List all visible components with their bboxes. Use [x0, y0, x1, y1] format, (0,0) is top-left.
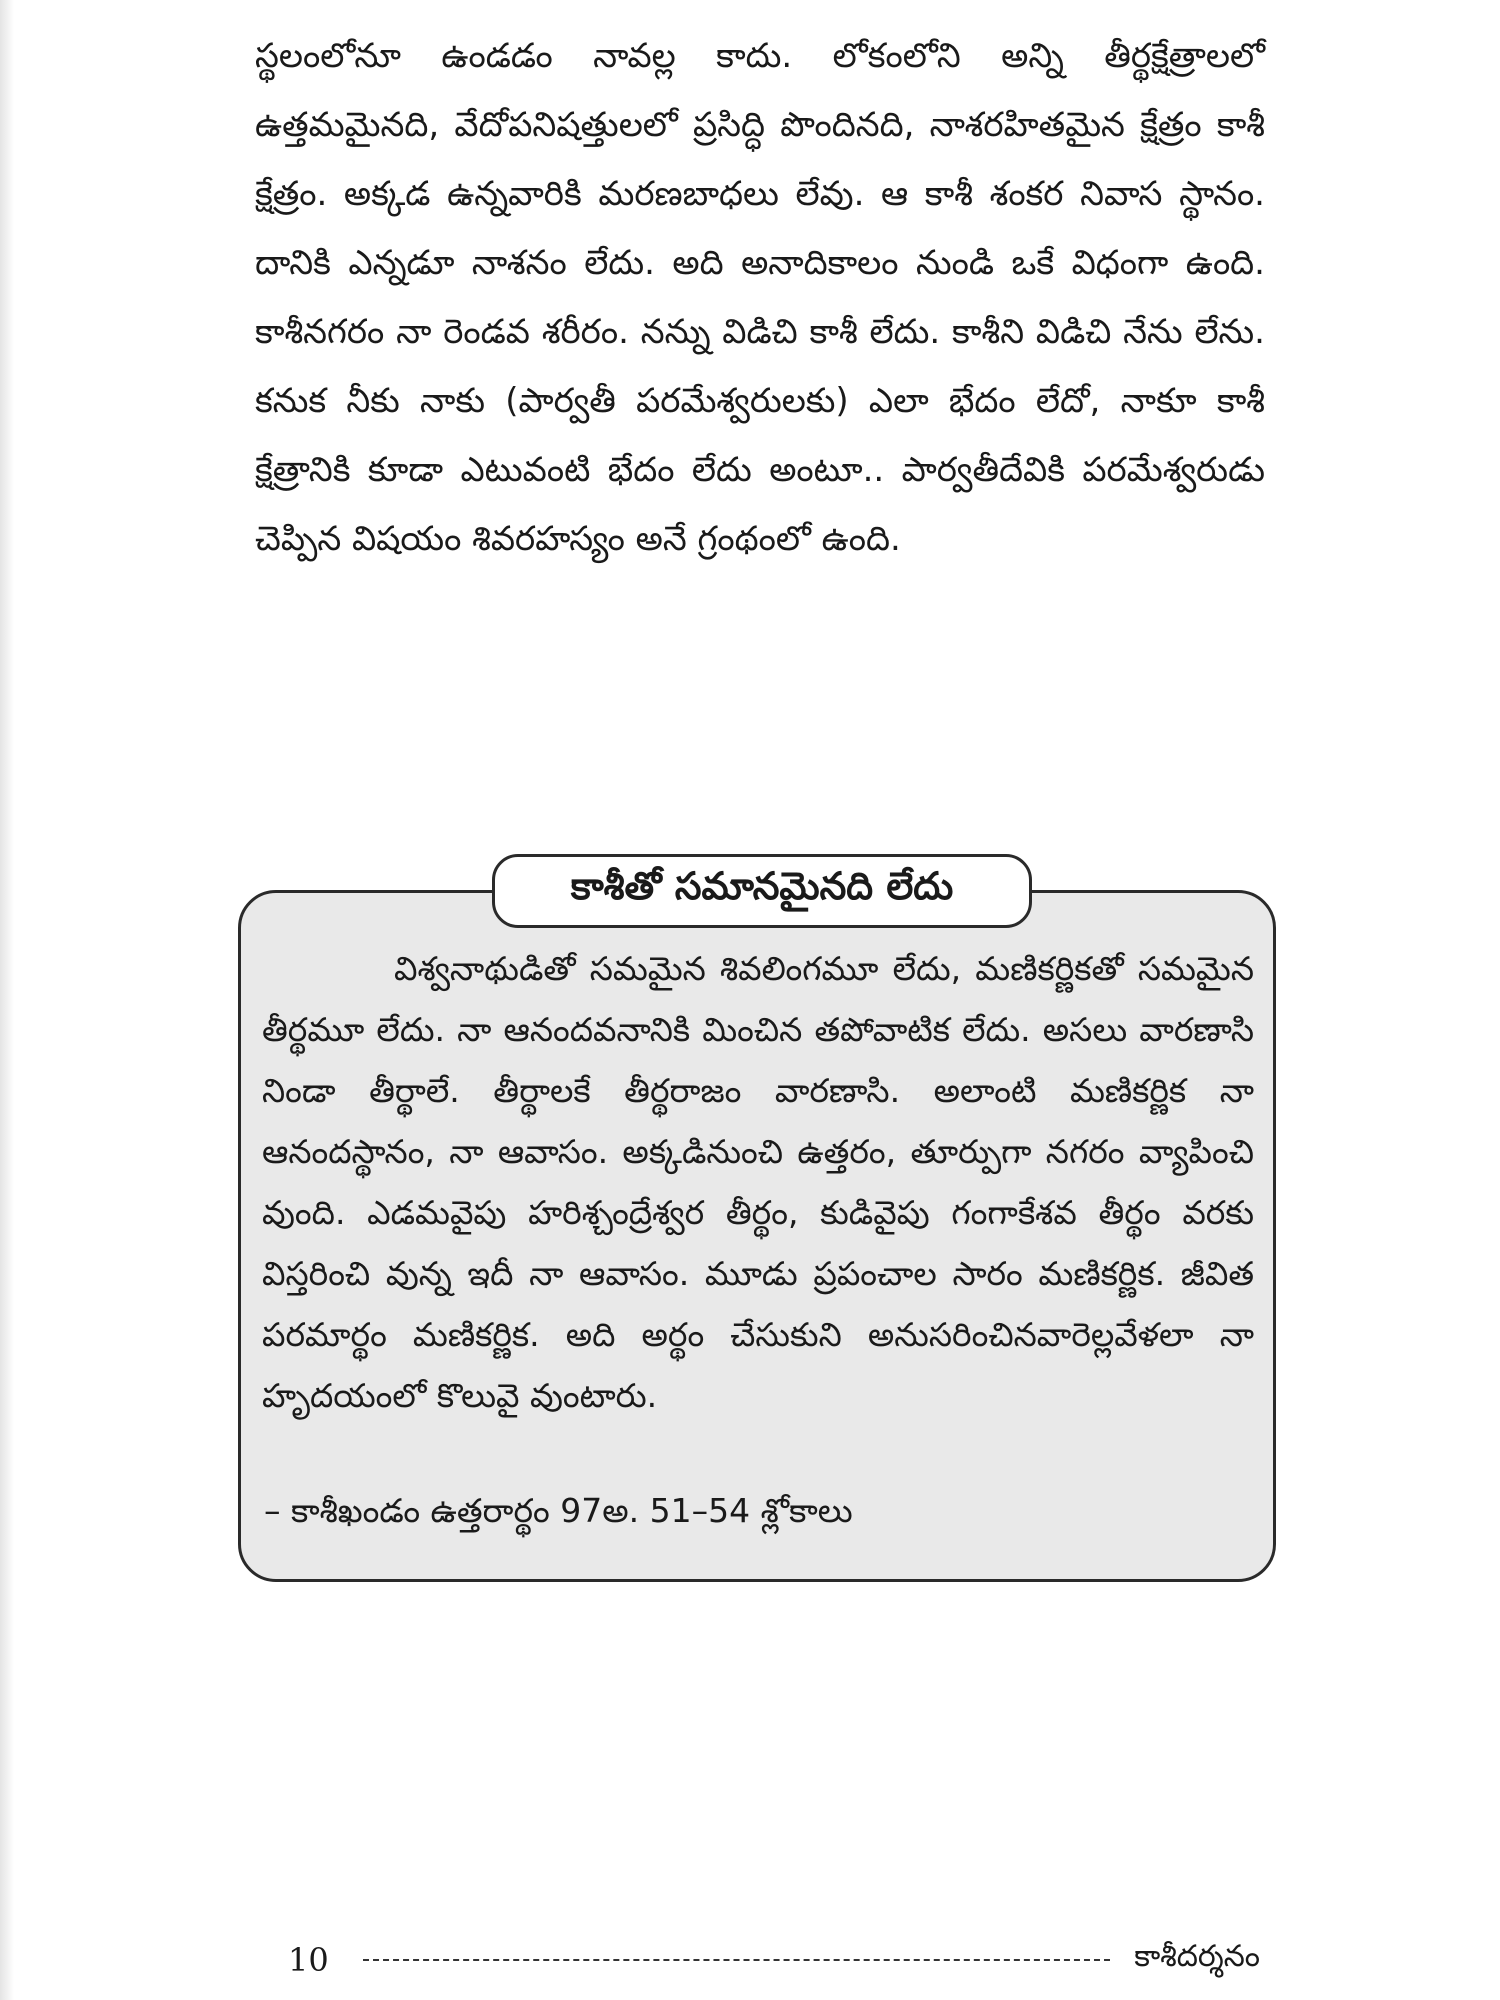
- footer-dashed-rule: [363, 1959, 1111, 1961]
- page-number: 10: [288, 1941, 329, 1979]
- book-title: కాశీదర్శనం: [1134, 1939, 1260, 1974]
- page-edge-shadow: [0, 0, 14, 2000]
- box-title: కాశీతో సమానమైనది లేదు: [492, 854, 1032, 928]
- box-text: [262, 938, 1254, 1426]
- page-footer: [288, 1940, 1260, 1980]
- box-source-citation: – కాశీఖండం ఉత్తరార్థం 97అ. 51–54 శ్లోకాలు: [264, 1491, 853, 1530]
- body-paragraph: స్థలంలోనూ ఉండడం నావల్ల కాదు. లోకంలోని అన్ని తీర్థక్షేత్రాలలో ఉత్తమమైనది, వేదోపనిషత్తులలో ప్రసిద్ధి పొందినది, నాశరహితమైన క్షేత్రం కాశీ క్షేత్రం. అక్కడ ఉన్నవారికి మరణబాధలు లేవు. ఆ కాశీ శంకర నివాస స్థానం. దానికి ఎన్నడూ నాశనం లేదు. అది అనాదికాలం నుండి ఒకే విధంగా ఉంది. కాశీనగరం నా రెండవ శరీరం. నన్ను విడిచి కాశీ లేదు. కాశీని విడిచి నేను లేను. కనుక నీకు నాకు (పార్వతీ పరమేశ్వరులకు) ఎలా భేదం లేదో, నాకూ కాశీ క్షేత్రానికి కూడా ఎటువంటి భేదం లేదు అంటూ.. పార్వతీదేవికి పరమేశ్వరుడు చెప్పిన విషయం శివరహస్యం అనే గ్రంథంలో ఉంది.: [255, 36, 1265, 559]
- body-text: [255, 22, 1265, 574]
- box-paragraph: విశ్వనాథుడితో సమమైన శివలింగమూ లేదు, మణికర్ణికతో సమమైన తీర్థమూ లేదు. నా ఆనందవనానికి మించిన తపోవాటిక లేదు. అసలు వారణాసి నిండా తీర్థాలే. తీర్థాలకే తీర్థరాజం వారణాసి. అలాంటి మణికర్ణిక నా ఆనందస్థానం, నా ఆవాసం. అక్కడినుంచి ఉత్తరం, తూర్పుగా నగరం వ్యాపించి వుంది. ఎడమవైపు హరిశ్చంద్రేశ్వర తీర్థం, కుడివైపు గంగాకేశవ తీర్థం వరకు విస్తరించి వున్న ఇదీ నా ఆవాసం. మూడు ప్రపంచాల సారం మణికర్ణిక. జీవిత పరమార్థం మణికర్ణిక. అది అర్థం చేసుకుని అనుసరించినవారెల్లవేళలా నా హృదయంలో కొలువై వుంటారు.: [262, 949, 1254, 1415]
